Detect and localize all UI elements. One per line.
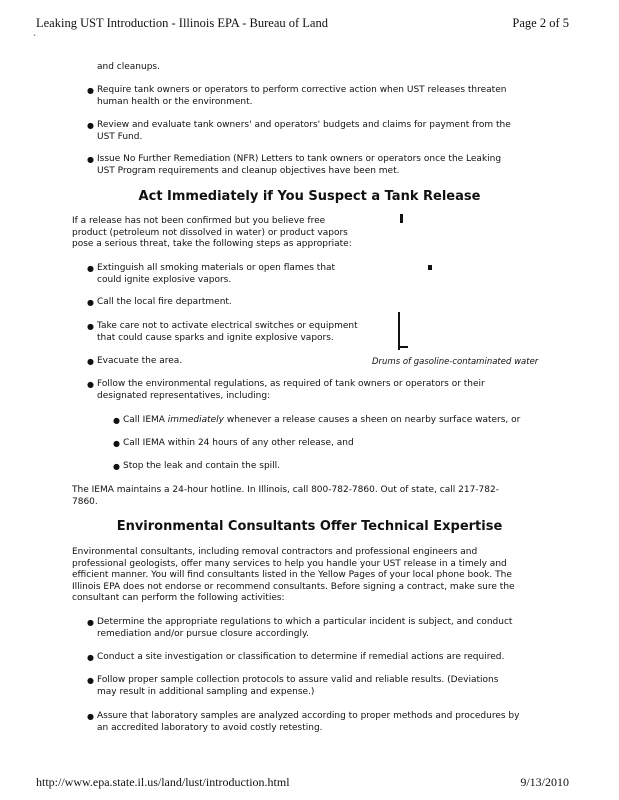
hotline-line: The IEMA maintains a 24-hour hotline. In Illinois, call 800-782-7860. Out of state, call 217-782-	[72, 485, 499, 495]
list-item	[87, 263, 336, 286]
list-item-line: UST Program requirements and cleanup objectives have been met.	[97, 165, 400, 176]
list-item-line: designated representatives, including:	[97, 390, 271, 401]
photo-fragment	[398, 312, 400, 350]
page-number: Page 2 of 5	[512, 16, 569, 30]
footer-url: http://www.epa.state.il.us/land/lust/introduction.html	[36, 775, 290, 789]
intro-line: product (petroleum not dissolved in water) or product vapors	[72, 227, 348, 238]
list-item-line: Call the local fire department.	[97, 297, 232, 307]
bullet-icon: ●	[87, 264, 94, 273]
section1-intro	[72, 216, 352, 251]
list-item	[87, 652, 505, 664]
sub-item-text: Call IEMA within 24 hours of any other release, and	[123, 438, 354, 448]
bullet-icon: ●	[87, 357, 94, 366]
bullet-icon: ●	[87, 155, 94, 164]
footer-date: 9/13/2010	[520, 775, 569, 789]
list-item	[87, 379, 485, 402]
list-item	[87, 85, 507, 108]
list-item	[87, 120, 511, 143]
bullet-icon: ●	[87, 380, 94, 389]
list-item	[87, 711, 520, 734]
sub-item-text: whenever a release causes a sheen on nearby surface waters, or	[224, 415, 521, 425]
scan-mark: `	[33, 34, 37, 43]
list-item-line: that could cause sparks and ignite explosive vapors.	[97, 332, 334, 343]
photo-fragment	[428, 265, 432, 270]
list-item	[87, 617, 513, 640]
list-item	[87, 321, 358, 344]
list-item-line: remediation and/or pursue closure accordingly.	[97, 628, 309, 639]
bullet-icon: ●	[87, 298, 94, 307]
intro-line: pose a serious threat, take the following steps as appropriate:	[72, 239, 352, 249]
list-item-line: could ignite explosive vapors.	[97, 274, 232, 285]
list-item-line: Issue No Further Remediation (NFR) Letters to tank owners or operators once the Leaking	[97, 154, 502, 164]
bullet-icon: ●	[113, 439, 120, 448]
header-title: Leaking UST Introduction - Illinois EPA - Bureau of Land	[36, 16, 328, 30]
list-item	[87, 154, 502, 177]
bullet-icon: ●	[87, 322, 94, 331]
list-item-line: Follow the environmental regulations, as required of tank owners or operators or their	[97, 379, 485, 389]
bullet-icon: ●	[87, 676, 94, 685]
photo-fragment	[398, 346, 408, 348]
list-item-line: Require tank owners or operators to perform corrective action when UST releases threaten	[97, 85, 507, 95]
list-item-line: Review and evaluate tank owners' and operators' budgets and claims for payment from the	[97, 120, 511, 130]
intro-line: Illinois EPA does not endorse or recommend consultants. Before signing a contract, make sure the	[72, 581, 515, 592]
bullet-icon: ●	[87, 618, 94, 627]
list-item	[87, 675, 499, 698]
intro-line: efficient manner. You will find consultants listed in the Yellow Pages of your local phone book. The	[72, 570, 512, 580]
list-item	[87, 297, 232, 309]
list-item-line: Assure that laboratory samples are analyzed according to proper methods and procedures by	[97, 711, 520, 721]
sub-list-item	[113, 461, 281, 473]
sub-item-text: Stop the leak and contain the spill.	[123, 461, 281, 471]
sub-item-emphasis: immediately	[167, 415, 224, 425]
intro-line: consultant can perform the following activities:	[72, 593, 285, 603]
list-item-line: an accredited laboratory to avoid costly retesting.	[97, 722, 323, 733]
intro-line: professional geologists, offer many services to help you handle your UST release in a timely and	[72, 558, 507, 569]
photo-fragment	[400, 214, 403, 223]
hotline-line: 7860.	[72, 496, 98, 507]
intro-line: If a release has not been confirmed but you believe free	[72, 216, 326, 226]
section2-intro	[72, 547, 515, 605]
bullet-icon: ●	[87, 653, 94, 662]
list-item-line: Evacuate the area.	[97, 356, 183, 366]
bullet-icon: ●	[113, 416, 120, 425]
hotline-paragraph	[72, 485, 499, 508]
section-heading-consultants: Environmental Consultants Offer Technical Expertise	[116, 519, 503, 534]
section-heading-release: Act Immediately if You Suspect a Tank Release	[138, 189, 481, 204]
bullet-icon: ●	[87, 712, 94, 721]
intro-line: Environmental consultants, including removal contractors and professional engineers and	[72, 547, 478, 557]
list-item-line: human health or the environment.	[97, 96, 253, 107]
bullet-icon: ●	[113, 462, 120, 471]
bullet-icon: ●	[87, 121, 94, 130]
photo-caption: Drums of gasoline-contaminated water	[372, 357, 539, 367]
list-item-line: Conduct a site investigation or classification to determine if remedial actions are required.	[97, 652, 505, 662]
list-item-line: Take care not to activate electrical switches or equipment	[97, 321, 358, 331]
list-item-line: Determine the appropriate regulations to which a particular incident is subject, and conduct	[97, 617, 513, 627]
sub-list-item	[113, 438, 354, 450]
bullet-icon: ●	[87, 86, 94, 95]
list-item-line: UST Fund.	[97, 131, 143, 142]
list-item	[87, 356, 183, 368]
list-item-line: Follow proper sample collection protocols to assure valid and reliable results. (Deviations	[97, 675, 499, 685]
sub-item-text: Call IEMA	[123, 415, 168, 425]
sub-list-item	[113, 415, 521, 427]
continuation-text: and cleanups.	[97, 62, 160, 72]
list-item-line: may result in additional sampling and expense.)	[97, 686, 315, 697]
list-item-line: Extinguish all smoking materials or open flames that	[97, 263, 336, 273]
